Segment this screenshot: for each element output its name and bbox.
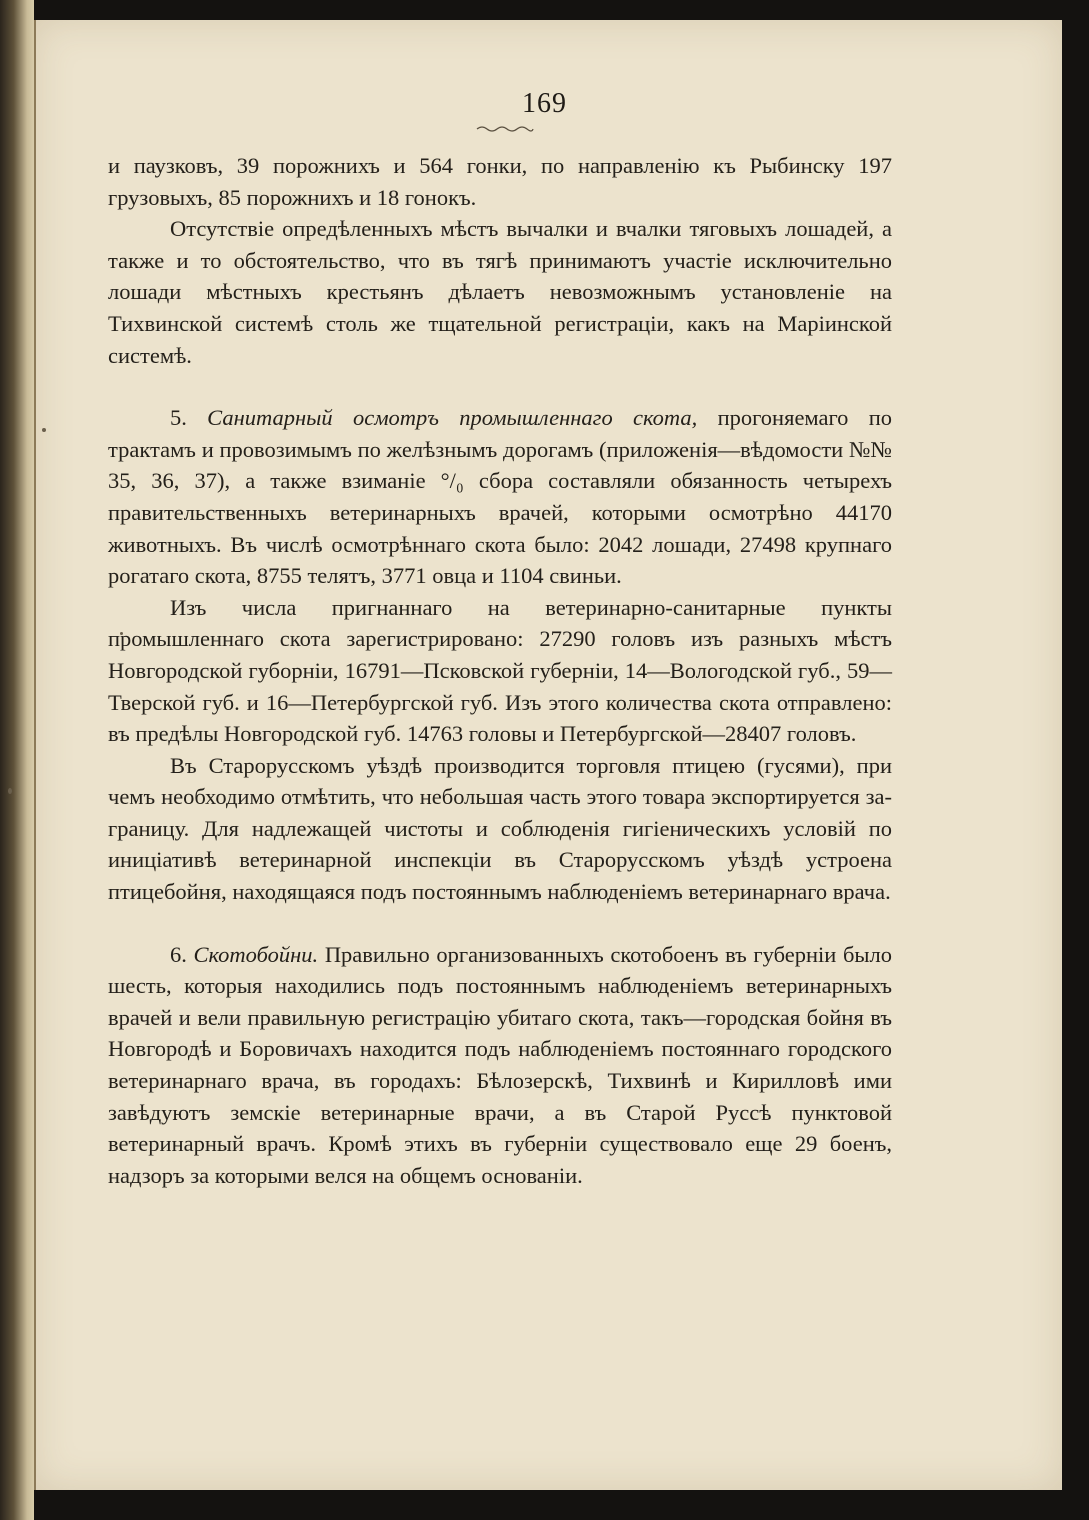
page-body-text [108,150,892,1191]
paragraph-text: прогоняемаго по трактамъ и провозимымъ по желѣзнымъ дорогамъ (приложенія—вѣдомости №№ 35, 36, 37), а также взиманіе °/₀ сбора составляли обязанность четырехъ правительственныхъ ветеринарныхъ врачей, которыми осмотрѣно 44170 животныхъ. Въ числѣ осмотрѣннаго скота было: 2042 лошади, 27498 крупнаго рогатаго скота, 8755 телятъ, 3771 овца и 1104 свиньи. [108,405,892,589]
paragraph-text: и паузковъ, 39 порожнихъ и 564 гонки, по направленію къ Рыбинску 197 грузовыхъ, 85 порожнихъ и 18 гонокъ. [108,153,892,210]
paragraph-text: Изъ числа пригнаннаго на ветеринарно-санитарные пункты промышленнаго скота зарегистрировано: 27290 головъ изъ разныхъ мѣстъ Новгородской губорніи, 16791—Псковской губерніи, 14—Вологодской губ., 59—Тверской губ. и 16—Петербургской губ. Изъ этого количества скота отправлено: въ предѣлы Новгородской губ. 14763 головы и Петербургской—28407 головъ. [108,594,892,747]
section-heading: Санитарный осмотръ промышленнаго скота, [207,405,698,431]
page-gutter-line [34,20,36,1490]
book-spine-edge [0,0,34,1520]
paragraph-text: Правильно организованныхъ скотобоенъ въ губерніи было шесть, которыя находились подъ постояннымъ наблюденіемъ ветеринарныхъ врачей и вели правильную регистрацію убитаго скота, такъ—городская бойня въ Новгородѣ и Боровичахъ находится подъ наблюденіемъ постояннаго городского ветеринарнаго врача, въ городахъ: Бѣлозерскѣ, Тихвинѣ и Кирилловѣ ими завѣдуютъ земскіе ветеринарные врачи, а въ Старой Руссѣ пунктовой ветеринарный врачъ. Кромѣ этихъ въ губерніи существовало еще 29 боенъ, надзоръ за которыми велся на общемъ основаніи. [108,941,892,1188]
paragraph-text: Въ Старорусскомъ уѣздѣ производится торговля птицею (гусями), при чемъ необходимо отмѣтить, что небольшая часть этого товара экспортируется за-границу. Для надлежащей чистоты и соблюденія гигіеническихъ условій по иниціативѣ ветеринарной инспекціи въ Старорусскомъ уѣздѣ устроена птицебойня, находящаяся подъ постояннымъ наблюденіемъ ветеринарнаго врача. [108,752,892,905]
paper-speck [42,428,46,432]
page-number: 169 [522,88,567,119]
paragraph-text: Отсутствіе опредѣленныхъ мѣстъ вычалки и вчалки тяговыхъ лошадей, а также и то обстоятельство, что въ тягѣ принимаютъ участіе исключительно лошади мѣстныхъ крестьянъ дѣлаетъ невозможнымъ установленіе на Тихвинской системѣ столь же тщательной регистраціи, какъ на Маріинской системѣ. [108,216,892,368]
section-sanitary-inspection [108,402,892,592]
paragraph-livestock-registered [108,592,892,750]
paper-speck [8,788,12,794]
paragraph-poultry-trade [108,750,892,908]
section-slaughterhouses [108,939,892,1192]
paragraph-continuation [108,150,892,213]
section-number: 6. [170,941,187,967]
page-number-ornament [475,124,535,134]
paragraph-tikhvin-registration [108,213,892,371]
section-heading: Скотобойни. [193,941,319,967]
section-number: 5. [170,405,187,431]
